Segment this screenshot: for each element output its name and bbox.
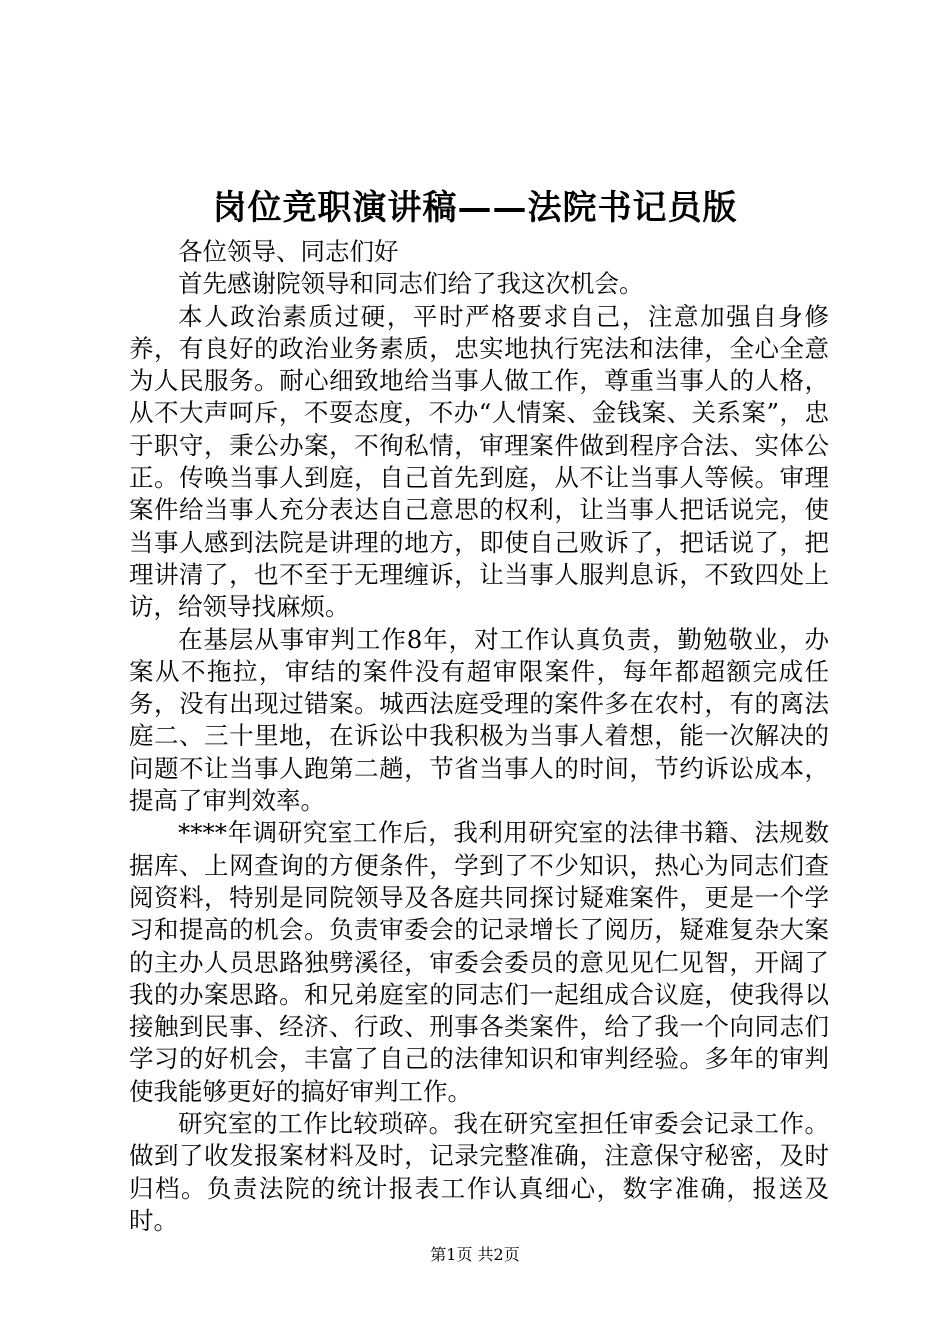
paragraph-research-office: ****年调研究室工作后，我利用研究室的法律书籍、法规数据库、上网查询的方便条件，学到了不少知识，热心为同志们查阅资料，特别是同院领导及各庭共同探讨疑难案件，更是一个学习和提高的机会。负责审委会的记录增长了阅历，疑难复杂大案的主办人员思路独劈溪径，审委会委员的意见见仁见智，开阔了我的办案思路。和兄弟庭室的同志们一起组成合议庭，使我得以接触到民事、经济、行政、刑事各类案件，给了我一个向同志们学习的好机会，丰富了自己的法律知识和审判经验。多年的审判使我能够更好的搞好审判工作。 <box>129 818 829 1106</box>
document-body <box>129 236 829 1237</box>
document-title: 岗位竞职演讲稿——法院书记员版 <box>212 188 738 228</box>
paragraph-trial-work: 在基层从事审判工作8年，对工作认真负责，勤勉敬业，办案从不拖拉，审结的案件没有超审限案件，每年都超额完成任务，没有出现过错案。城西法庭受理的案件多在农村，有的离法庭二、三十里地，在诉讼中我积极为当事人着想，能一次解决的问题不让当事人跑第二趟，节省当事人的时间，节约诉讼成本，提高了审判效率。 <box>129 624 829 816</box>
paragraph-duties: 研究室的工作比较琐碎。我在研究室担任审委会记录工作。做到了收发报案材料及时，记录完整准确，注意保守秘密，及时归档。负责法院的统计报表工作认真细心，数字准确，报送及时。 <box>129 1109 829 1235</box>
paragraph-thanks: 首先感谢院领导和同志们给了我这次机会。 <box>178 269 644 299</box>
page-number-footer: 第1页 共2页 <box>430 1245 520 1264</box>
paragraph-greeting: 各位领导、同志们好 <box>178 237 399 266</box>
paragraph-political-quality: 本人政治素质过硬，平时严格要求自己，注意加强自身修养，有良好的政治业务素质，忠实地执行宪法和法律，全心全意为人民服务。耐心细致地给当事人做工作，尊重当事人的人格，从不大声呵斥，不耍态度，不办“人情案、金钱案、关系案”，忠于职守，秉公办案，不徇私情，审理案件做到程序合法、实体公正。传唤当事人到庭，自己首先到庭，从不让当事人等候。审理案件给当事人充分表达自己意思的权利，让当事人把话说完，使当事人感到法院是讲理的地方，即使自己败诉了，把话说了，把理讲清了，也不至于无理缠诉，让当事人服判息诉，不致四处上访，给领导找麻烦。 <box>129 301 829 622</box>
